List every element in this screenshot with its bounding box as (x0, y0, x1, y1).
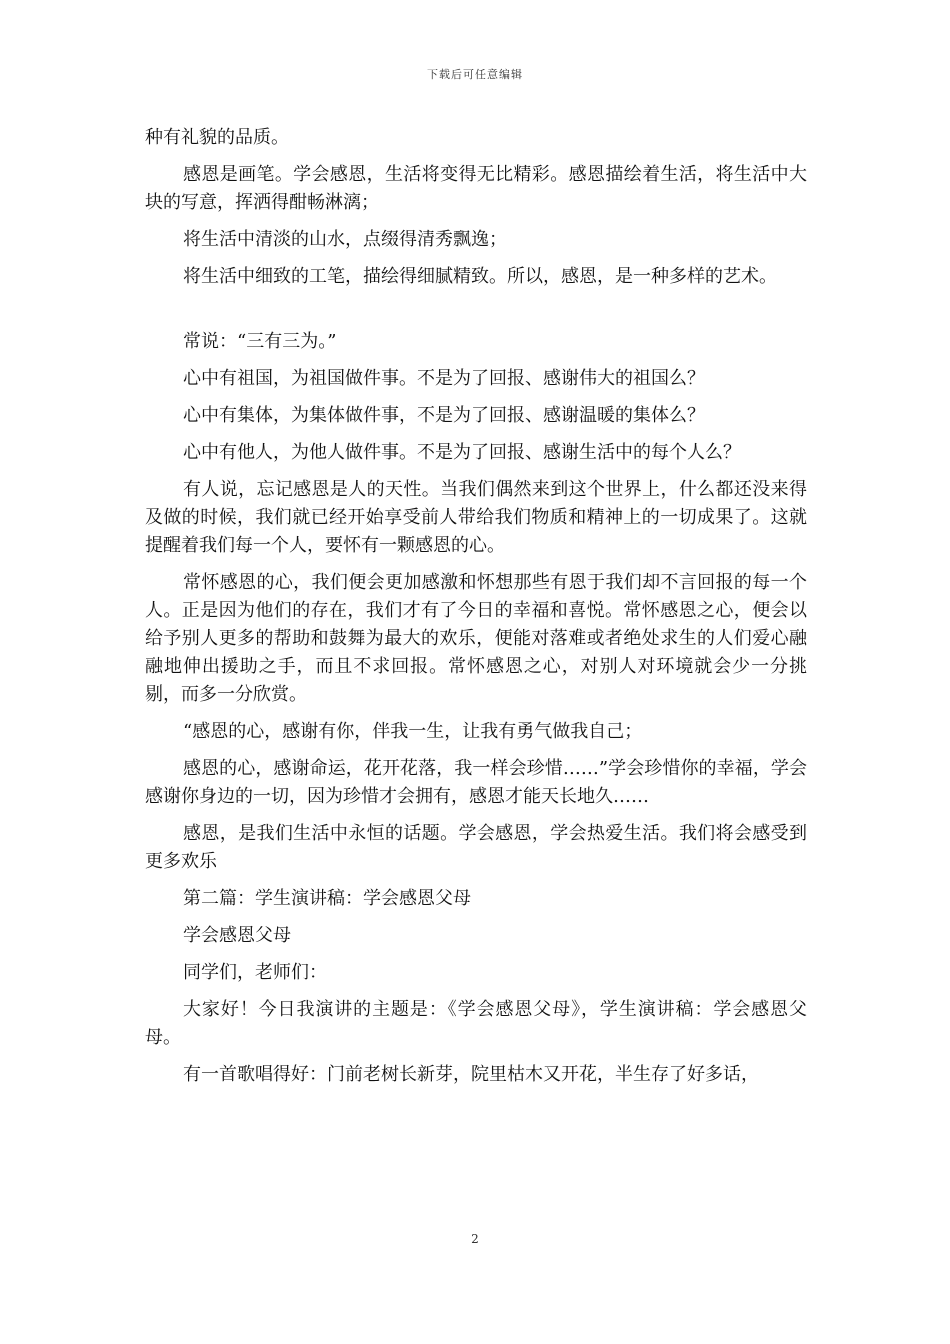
page-number: 2 (471, 1232, 479, 1246)
paragraph: 常怀感恩的心，我们便会更加感激和怀想那些有恩于我们却不言回报的每一个人。正是因为他们的存在，我们才有了今日的幸福和喜悦。常怀感恩之心，便会以给予别人更多的帮助和鼓舞为最大的欢乐，便能对落难或者绝处求生的人们爱心融融地伸出援助之手，而且不求回报。常怀感恩之心，对别人对环境就会少一分挑剔，而多一分欣赏。 (145, 572, 807, 705)
salutation: 同学们，老师们： (183, 962, 327, 983)
speech-title: 学会感恩父母 (183, 925, 291, 946)
paragraph: 种有礼貌的品质。 (145, 127, 289, 148)
paragraph: 心中有集体，为集体做件事，不是为了回报、感谢温暖的集体么？ (183, 405, 705, 426)
paragraph: 感恩，是我们生活中永恒的话题。学会感恩，学会热爱生活。我们将会感受到更多欢乐 (145, 823, 807, 872)
paragraph: 常说：“三有三为。” (183, 331, 337, 352)
paragraph: 感恩是画笔。学会感恩，生活将变得无比精彩。感恩描绘着生活，将生活中大块的写意，挥洒得酣畅淋漓； (145, 164, 807, 213)
blank-line (145, 300, 807, 328)
paragraph: 大家好！今日我演讲的主题是：《学会感恩父母》，学生演讲稿：学会感恩父母。 (145, 999, 807, 1048)
paragraph: 心中有祖国，为祖国做件事。不是为了回报、感谢伟大的祖国么？ (183, 368, 705, 389)
paragraph: 有人说，忘记感恩是人的天性。当我们偶然来到这个世界上，什么都还没来得及做的时候，我们就已经开始享受前人带给我们物质和精神上的一切成果了。这就提醒着我们每一个人，要怀有一颗感恩的心。 (145, 479, 807, 556)
paragraph: “感恩的心，感谢有你，伴我一生，让我有勇气做我自己； (183, 721, 643, 742)
paragraph: 心中有他人，为他人做件事。不是为了回报、感谢生活中的每个人么？ (183, 442, 741, 463)
section-heading: 第二篇：学生演讲稿：学会感恩父母 (183, 888, 471, 909)
paragraph: 有一首歌唱得好：门前老树长新芽，院里枯木又开花，半生存了好多话， (183, 1064, 759, 1085)
paragraph: 感恩的心，感谢命运，花开花落，我一样会珍惜……”学会珍惜你的幸福，学会感谢你身边的一切，因为珍惜才会拥有，感恩才能天长地久…… (145, 758, 807, 807)
paragraph: 将生活中清淡的山水，点缀得清秀飘逸； (183, 229, 507, 250)
document-body (145, 124, 807, 1098)
paragraph: 将生活中细致的工笔，描绘得细腻精致。所以，感恩，是一种多样的艺术。 (183, 266, 777, 287)
page-header: 下载后可任意编辑 (427, 68, 523, 81)
